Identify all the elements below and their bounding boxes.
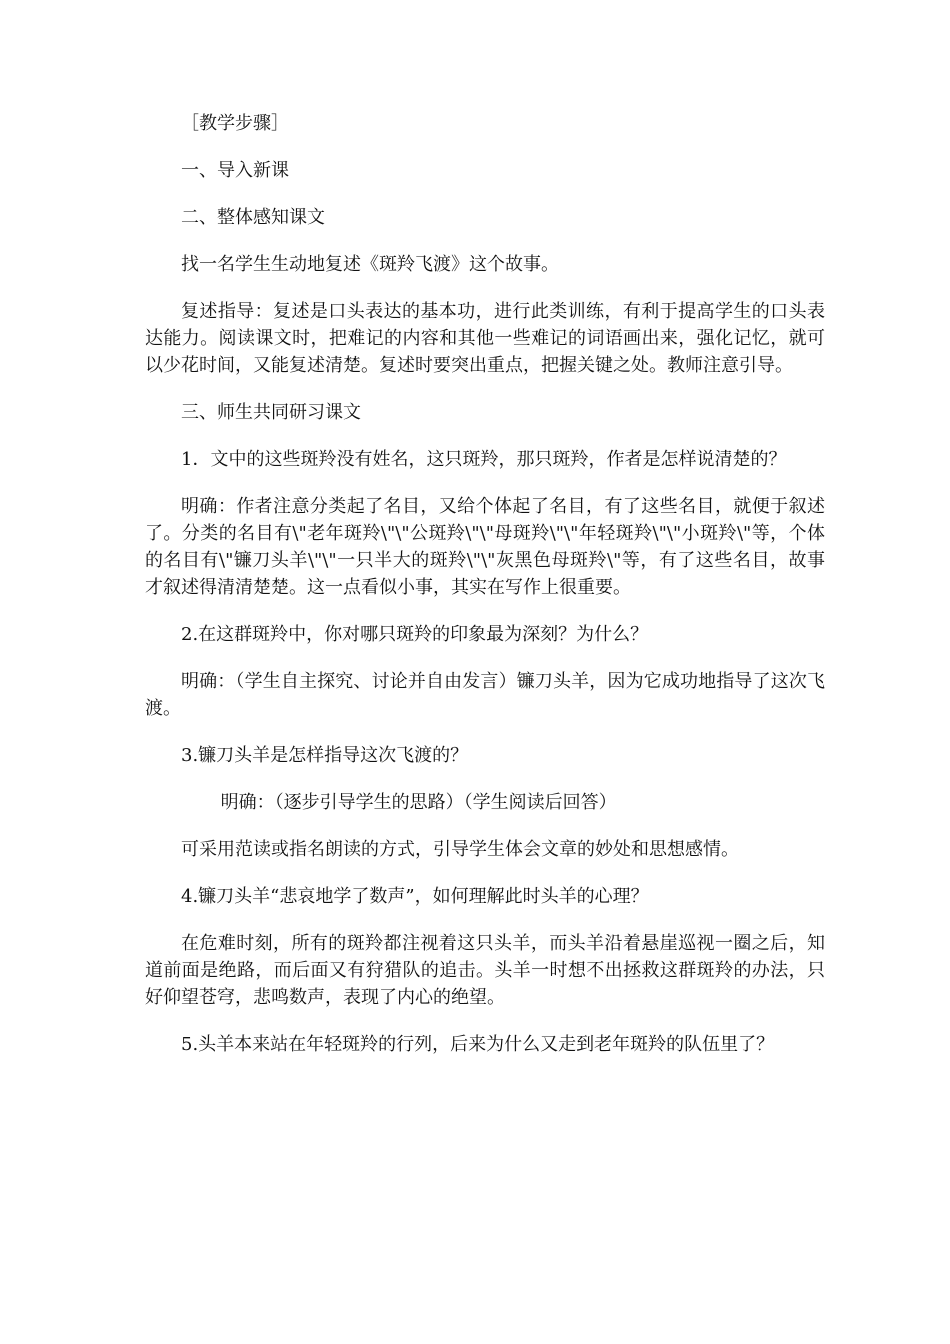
section-heading-joint-study: 三、师生共同研习课文 — [181, 402, 361, 423]
answer-2: 明确：（学生自主探究、讨论并自由发言）镰刀头羊，因为它成功地指导了这次飞渡。 — [145, 671, 825, 719]
paragraph-reading-method: 可采用范读或指名朗读的方式，引导学生体会文章的妙处和思想感情。 — [181, 839, 739, 860]
question-4: 4.镰刀头羊“悲哀地学了数声”，如何理解此时头羊的心理？ — [181, 886, 649, 907]
answer-4: 在危难时刻，所有的斑羚都注视着这只头羊，而头羊沿着悬崖巡视一圈之后，知道前面是绝路，而后面又有狩猎队的追击。头羊一时想不出拯救这群斑羚的办法，只好仰望苍穹，悲鸣数声，表现了内心的绝望。 — [145, 933, 825, 1008]
answer-1: 明确：作者注意分类起了名目，又给个体起了名目，有了这些名目，就便于叙述了。分类的名目有\"老年斑羚\"\"公斑羚\"\"母斑羚\"\"年轻斑羚\"\"小斑羚\"等，个体的名目有\"镰刀头羊\"\"一只半大的斑羚\"\"灰黑色母斑羚\"等，有了这些名目，故事才叙述得清清楚楚。这一点看似小事，其实在写作上很重要。 — [145, 496, 825, 598]
paragraph-retell-guidance: 复述指导：复述是口头表达的基本功，进行此类训练，有利于提高学生的口头表达能力。阅读课文时，把难记的内容和其他一些难记的词语画出来，强化记忆，就可以少花时间，又能复述清楚。复述时要突出重点，把握关键之处。教师注意引导。 — [145, 301, 825, 376]
question-3: 3.镰刀头羊是怎样指导这次飞渡的？ — [181, 745, 469, 766]
section-heading-overall-perception: 二、整体感知课文 — [181, 207, 325, 228]
section-heading-introduction: 一、导入新课 — [181, 160, 289, 181]
question-5: 5.头羊本来站在年轻斑羚的行列，后来为什么又走到老年斑羚的队伍里了？ — [181, 1034, 775, 1055]
paragraph-retell-task: 找一名学生生动地复述《斑羚飞渡》这个故事。 — [181, 254, 559, 275]
section-heading-teaching-steps: ［教学步骤］ — [181, 113, 289, 134]
document-body — [145, 110, 825, 1078]
answer-3: 明确：（逐步引导学生的思路）（学生阅读后回答） — [220, 792, 617, 813]
question-2: 2.在这群斑羚中，你对哪只斑羚的印象最为深刻？为什么？ — [181, 624, 649, 645]
question-1: 1．文中的这些斑羚没有姓名，这只斑羚，那只斑羚，作者是怎样说清楚的？ — [181, 449, 787, 470]
